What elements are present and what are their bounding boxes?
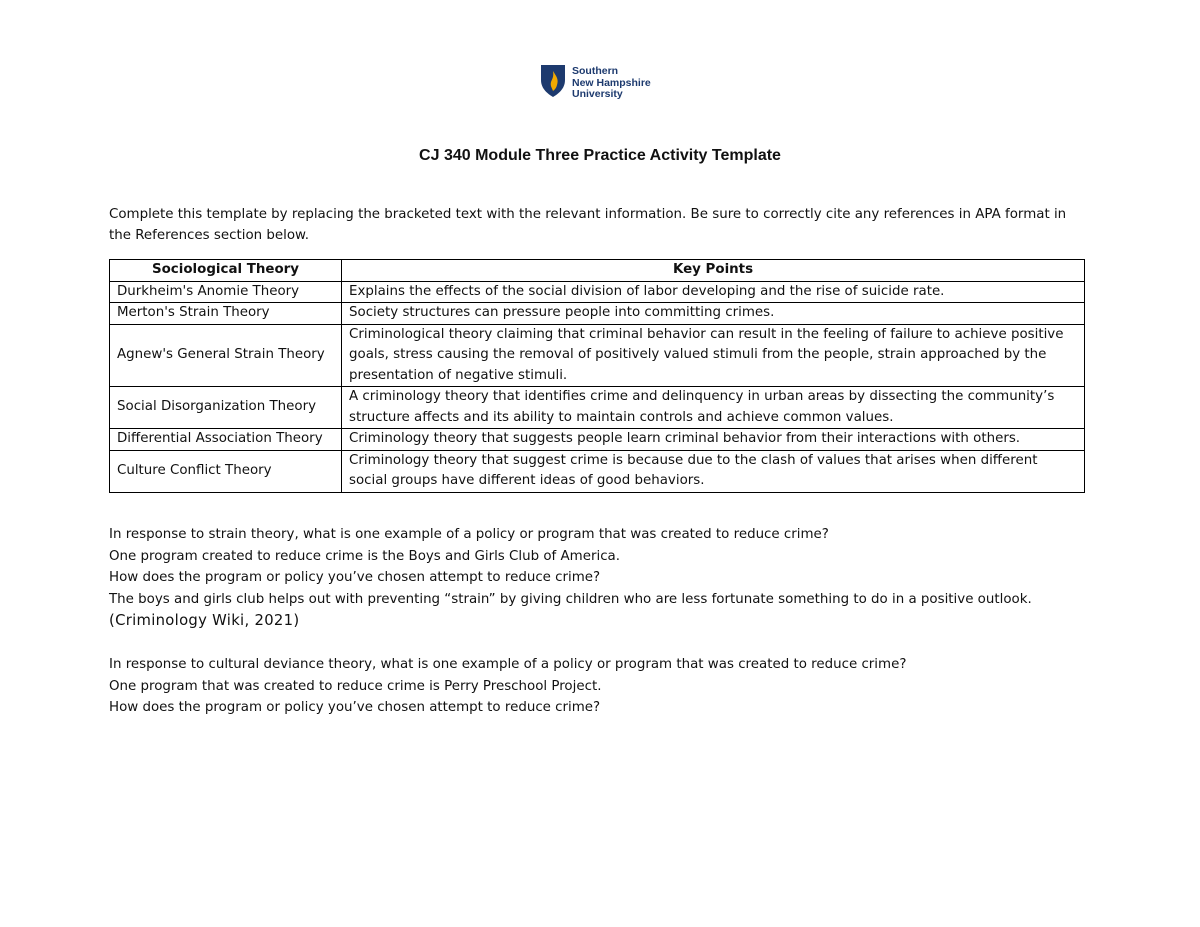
strain-citation: (Criminology Wiki, 2021) (109, 612, 300, 630)
key-points-cell: Criminological theory claiming that criminal behavior can result in the feeling of failure to achieve positive goals, stress causing the removal of positively valued stimuli from the people, strain approached by the presentation of negative stimuli. (342, 324, 1085, 387)
table-header-row (110, 260, 1085, 282)
logo-line-1: Southern (572, 65, 619, 77)
table-row (110, 429, 1085, 451)
logo-line-3: University (572, 88, 623, 100)
strain-answer-1: One program created to reduce crime is the Boys and Girls Club of America. (109, 548, 621, 564)
key-points-cell: Explains the effects of the social division of labor developing and the rise of suicide rate. (342, 281, 1085, 303)
cultural-question-2: How does the program or policy you’ve chosen attempt to reduce crime? (109, 700, 601, 716)
table-row (110, 303, 1085, 325)
header-theory: Sociological Theory (110, 260, 342, 282)
strain-question-2: How does the program or policy you’ve chosen attempt to reduce crime? (109, 570, 601, 586)
document-title: CJ 340 Module Three Practice Activity Template (419, 147, 781, 164)
key-points-cell: Society structures can pressure people into committing crimes. (342, 303, 1085, 325)
strain-question-1: In response to strain theory, what is one example of a policy or program that was created to reduce crime? (109, 527, 829, 542)
key-points-cell: Criminology theory that suggests people learn criminal behavior from their interactions with others. (342, 429, 1085, 451)
intro-paragraph: Complete this template by replacing the bracketed text with the relevant information. Be sure to correctly cite any references in APA format in the References section below. (109, 207, 1067, 243)
theory-cell: Culture Conflict Theory (110, 450, 342, 492)
key-points-cell: A criminology theory that identifies crime and delinquency in urban areas by dissecting the community’s structure affects and its ability to maintain controls and achieve common values. (342, 387, 1085, 429)
logo-wordmark (572, 66, 651, 101)
theory-cell: Differential Association Theory (110, 429, 342, 451)
table-row (110, 281, 1085, 303)
theory-cell: Agnew's General Strain Theory (110, 324, 342, 387)
strain-answer-2: The boys and girls club helps out with preventing “strain” by giving children who are less fortunate something to do in a positive outlook. (109, 591, 1032, 607)
logo-line-2: New Hampshire (572, 76, 651, 89)
theory-cell: Merton's Strain Theory (110, 303, 342, 325)
header-key-points: Key Points (342, 260, 1085, 282)
theory-cell: Durkheim's Anomie Theory (110, 281, 342, 303)
table-row (110, 387, 1085, 429)
cultural-answer-1: One program that was created to reduce crime is Perry Preschool Project. (109, 678, 602, 694)
theory-table (109, 259, 1085, 493)
cultural-deviance-section (109, 654, 1109, 719)
table-row (110, 450, 1085, 492)
strain-theory-section (109, 524, 1109, 631)
shield-flame-icon (540, 64, 566, 98)
key-points-cell: Criminology theory that suggest crime is because due to the clash of values that arises when different social groups have different ideas of good behaviors. (342, 450, 1085, 492)
theory-cell: Social Disorganization Theory (110, 387, 342, 429)
cultural-question-1: In response to cultural deviance theory, what is one example of a policy or program that was created to reduce crime? (109, 657, 907, 672)
table-row (110, 324, 1085, 387)
university-logo (540, 64, 651, 101)
